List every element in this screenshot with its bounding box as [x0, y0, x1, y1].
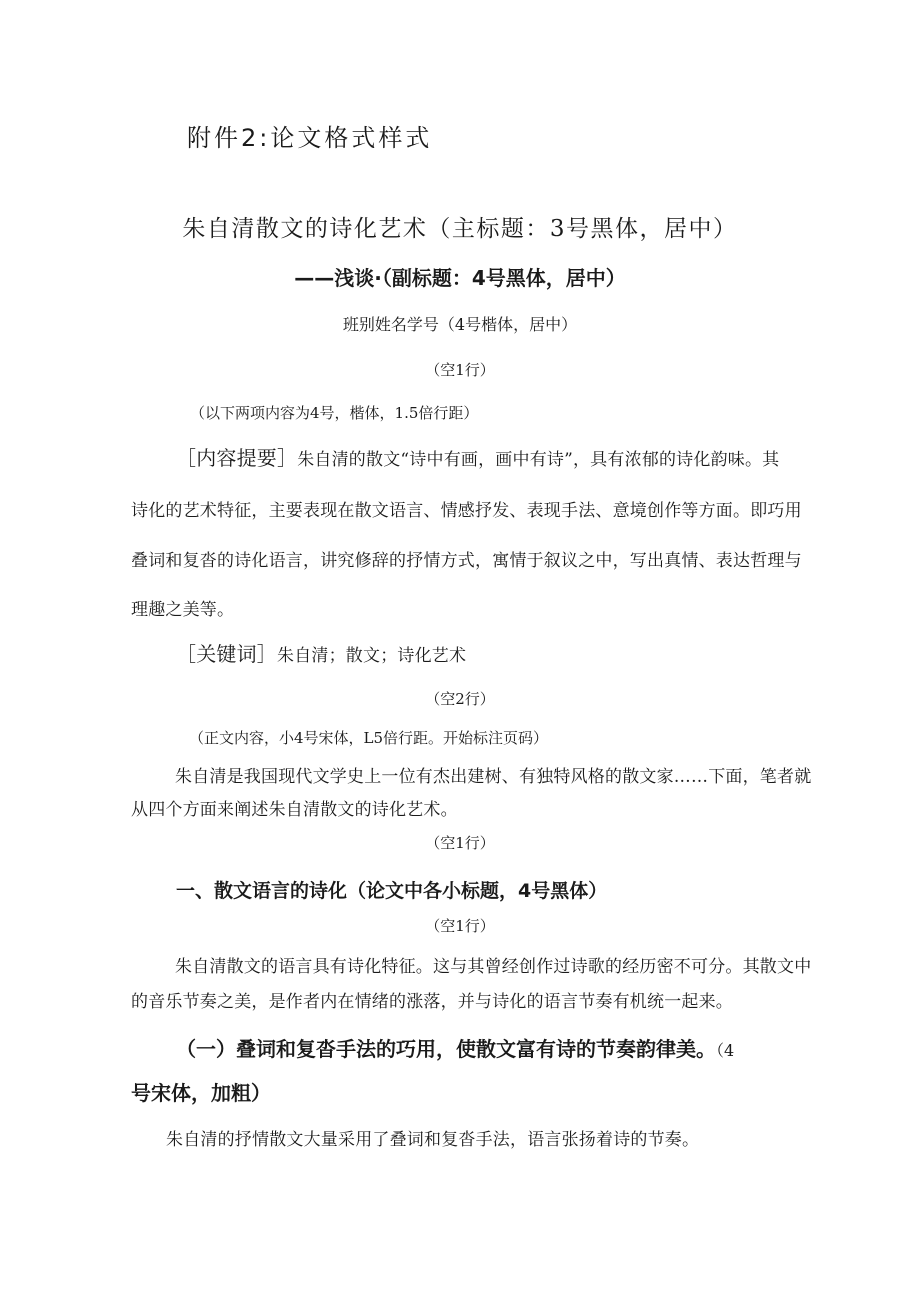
- abstract-text: 朱自清的散文“诗中有画，画中有诗”，具有浓郁的诗化韵味。其: [297, 450, 780, 470]
- intro-line-2: 从四个方面来阐述朱自清散文的诗化艺术。: [131, 800, 458, 820]
- abstract-line-1: [176, 442, 779, 471]
- blank-line-note: （空2行）: [425, 690, 495, 708]
- subsection-heading-line-2: 号宋体，加粗）: [131, 1081, 271, 1105]
- section-paragraph-line-1: 朱自清散文的语言具有诗化特征。这与其曾经创作过诗歌的经历密不可分。其散文中: [175, 957, 812, 977]
- blank-line-note: （空1行）: [425, 917, 495, 935]
- main-title: 朱自清散文的诗化艺术（主标题：3号黑体，居中）: [182, 216, 738, 242]
- abstract-format-note: （以下两项内容为4号，楷体，1.5倍行距）: [190, 404, 479, 422]
- section-heading: 一、散文语言的诗化（论文中各小标题，4号黑体）: [176, 880, 608, 902]
- subtitle: ——浅谈·（副标题：4号黑体，居中）: [294, 266, 626, 290]
- abstract-line-3: 叠词和复沓的诗化语言，讲究修辞的抒情方式，寓情于叙议之中，写出真情、表达哲理与: [131, 551, 802, 571]
- abstract-line-4: 理趣之美等。: [131, 600, 235, 620]
- keywords-text: 朱自清；散文；诗化艺术: [277, 646, 467, 666]
- subsection-heading: [176, 1033, 734, 1062]
- keywords-line: [176, 638, 466, 667]
- abstract-label: ［内容提要］: [176, 446, 298, 470]
- attachment-title: 附件2:论文格式样式: [187, 124, 433, 152]
- author-line: 班别姓名学号（4号楷体，居中）: [342, 315, 578, 334]
- body-format-note: （正文内容，小4号宋体，L5倍行距。开始标注页码）: [189, 729, 549, 747]
- subsection-heading-text: （一）叠词和复沓手法的巧用，使散文富有诗的节奏韵律美。: [176, 1037, 716, 1061]
- section-paragraph-line-2: 的音乐节奏之美，是作者内在情绪的涨落，并与诗化的语言节奏有机统一起来。: [131, 992, 733, 1012]
- intro-line-1: 朱自清是我国现代文学史上一位有杰出建树、有独特风格的散文家……下面，笔者就: [175, 767, 812, 787]
- keywords-label: ［关键词］: [176, 642, 277, 666]
- subsection-paragraph: 朱自清的抒情散文大量采用了叠词和复沓手法，语言张扬着诗的节奏。: [166, 1130, 700, 1150]
- blank-line-note: （空1行）: [425, 834, 495, 852]
- abstract-line-2: 诗化的艺术特征，主要表现在散文语言、情感抒发、表现手法、意境创作等方面。即巧用: [131, 501, 802, 521]
- blank-line-note: （空1行）: [425, 361, 495, 379]
- subsection-heading-note: （4: [716, 1041, 735, 1060]
